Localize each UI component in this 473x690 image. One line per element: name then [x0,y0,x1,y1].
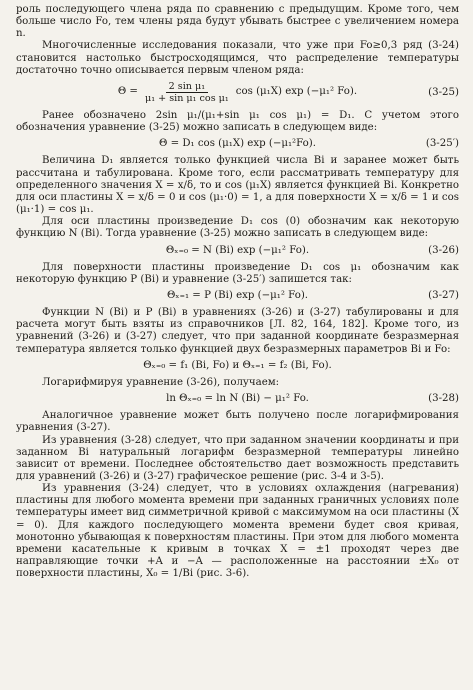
paragraph-6: Для поверхности пластины произведение D₁ cos μ₁ обозначим как некоторую функцию P (Bi) и уравнение (3-25′) запишется так: [16,261,459,285]
eq-3-27-number: (3-27) [428,289,459,301]
eq-3-28-number: (3-28) [428,393,459,405]
equation-3-27 [16,290,459,302]
eq-3-25-rhs: cos (μ₁X) exp (−μ₁² Fo). [235,86,358,98]
equation-3-25-prime [16,138,459,150]
equation-3-28 [16,393,459,405]
paragraph-2: Многочисленные исследования показали, что уже при Fo≥0,3 ряд (3-24) становится настолько быстросходящимся, что распределение температуры достаточно точно описывается первым членом ряда: [16,40,459,76]
equation-3-25 [16,81,459,105]
paragraph-11: Из уравнения (3-24) следует, что в условиях охлаждения (нагревания) пластины для любого момента времени при заданных граничных условиях поле температуры имеет вид симметричной кривой с максимумом на оси пластины (X = 0). Для каждого последующего момента времени будет своя кривая, монотонно убывающая к поверхностям пластины. При этом для любого момента времени касательные к кривым в точках X = ±1 проходят через две направляющие точки +A и −A — расположенные на расстоянии ±X₀ от поверхности пластины, X₀ = 1/Bi (рис. 3-6). [16,483,459,580]
eq-3-28-body: ln Θₓ₌₀ = ln N (Bi) − μ₁² Fo. [166,393,309,405]
paragraph-4: Величина D₁ является только функцией числа Bi и заранее может быть рассчитана и табулирована. Кроме того, если рассматривать температуру для определенного значения X = x/δ, то и cos (μ₁X) является функцией Bi. Конкретно для оси пластины X = x/δ = 0 и cos (μ₁·0) = 1, а для поверхности X = x/δ = 1 и cos (μ₁·1) = cos μ₁. [16,155,459,216]
paragraph-10: Из уравнения (3-28) следует, что при заданном значении координаты и при заданном Bi натуральный логарифм безразмерной температуры линейно зависит от времени. Последнее обстоятельство дает возможность представить для уравнений (3-26) и (3-27) графическое решение (рис. 3-4 и 3-5). [16,434,459,482]
eq-3-25-numerator: 2 sin μ₁ [166,81,208,93]
eq-3-26-number: (3-26) [428,244,459,256]
eq-3-27-body: Θₓ₌₁ = P (Bi) exp (−μ₁² Fo). [166,289,309,301]
eq-functions-body: Θₓ₌₀ = f₁ (Bi, Fo) и Θₓ₌₁ = f₂ (Bi, Fo). [143,359,332,371]
eq-3-25-prime-number: (3-25′) [425,138,459,150]
paragraph-3: Ранее обозначено 2sin μ₁/(μ₁+sin μ₁ cos μ₁) = D₁. С учетом этого обозначения уравнение (3-25) можно записать в следующем виде: [16,109,459,134]
paragraph-7: Функции N (Bi) и P (Bi) в уравнениях (3-26) и (3-27) табулированы и для расчета могут быть взяты из справочников [Л. 82, 164, 182]. Кроме того, из уравнений (3-26) и (3-27) следует, что при заданной координате безразмерная температура является только функцией двух безразмерных параметров Bi и Fo: [16,307,459,355]
eq-3-25-number: (3-25) [428,86,459,98]
equation-functions [16,360,459,372]
equation-3-26 [16,245,459,257]
eq-3-25-denominator: μ₁ + sin μ₁ cos μ₁ [144,92,229,104]
paragraph-1: роль последующего члена ряда по сравнению с предыдущим. Кроме того, чем больше число Fo, тем члены ряда будут убывать быстрее с увеличением номера n. [16,4,459,40]
paragraph-5: Для оси пластины произведение D₁ cos (0) обозначим как некоторую функцию N (Bi). Тогда уравнение (3-25) можно записать в следующем виде: [16,216,459,240]
eq-3-25-prime-body: Θ = D₁ cos (μ₁X) exp (−μ₁²Fo). [159,138,316,150]
paragraph-9: Аналогичное уравнение может быть получено после логарифмирования уравнения (3-27). [16,410,459,434]
eq-3-26-body: Θₓ₌₀ = N (Bi) exp (−μ₁² Fo). [165,244,310,256]
eq-3-25-lhs: Θ = [117,86,138,98]
paragraph-8: Логарифмируя уравнение (3-26), получаем: [42,376,280,388]
eq-3-25-fraction [142,81,232,104]
